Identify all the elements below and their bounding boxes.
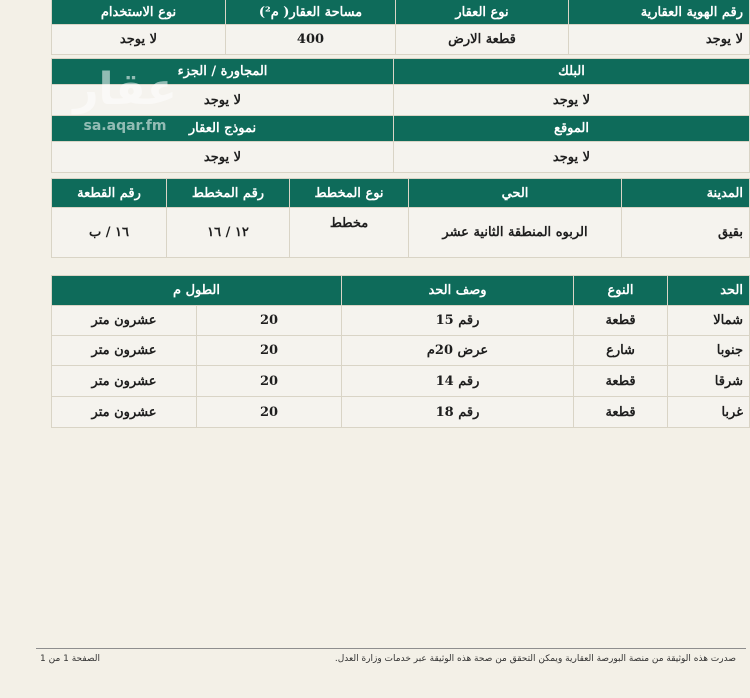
value-neighborhood-part: لا يوجد	[52, 85, 394, 116]
header-property-id: رقم الهوية العقارية	[569, 0, 750, 25]
boundary-side: شرقا	[668, 366, 750, 397]
property-info-table	[51, 0, 750, 55]
boundary-length: 20	[197, 366, 342, 397]
boundary-length-text: عشرون متر	[52, 366, 197, 397]
value-property-id: لا يوجد	[569, 25, 750, 55]
boundary-length: 20	[197, 306, 342, 336]
table-row	[52, 397, 750, 428]
header-property-model: نموذج العقار	[52, 116, 394, 142]
header-plan-type: نوع المخطط	[290, 179, 409, 208]
header-city: المدينة	[622, 179, 750, 208]
boundary-type: قطعة	[574, 306, 668, 336]
block-info-table	[51, 58, 750, 173]
boundary-type: قطعة	[574, 397, 668, 428]
header-usage-type: نوع الاستخدام	[52, 0, 226, 25]
header-length: الطول م	[52, 276, 342, 306]
value-district: الربوه المنطقة الثانية عشر	[409, 208, 622, 258]
header-location: الموقع	[394, 116, 750, 142]
table-row	[52, 366, 750, 397]
boundary-side: جنوبا	[668, 336, 750, 366]
boundary-length: 20	[197, 397, 342, 428]
value-plan-number: ١٢ / ١٦	[167, 208, 290, 258]
boundaries-table	[51, 275, 750, 428]
boundary-type: قطعة	[574, 366, 668, 397]
footer-note: صدرت هذه الوثيقة من منصة البورصة العقارية ويمكن التحقق من صحة هذه الوثيقة عبر خدمات وزارة العدل.	[334, 654, 736, 664]
header-block: البلك	[394, 59, 750, 85]
boundary-description: رقم 18	[342, 397, 574, 428]
header-plan-number: رقم المخطط	[167, 179, 290, 208]
value-location: لا يوجد	[394, 142, 750, 173]
boundary-description: رقم 14	[342, 366, 574, 397]
boundary-length-text: عشرون متر	[52, 306, 197, 336]
header-district: الحي	[409, 179, 622, 208]
watermark-url: sa.aqar.fm	[83, 118, 167, 134]
value-usage-type: لا يوجد	[52, 25, 226, 55]
header-property-type: نوع العقار	[396, 0, 569, 25]
table-row	[52, 306, 750, 336]
boundary-length-text: عشرون متر	[52, 336, 197, 366]
table-row	[52, 336, 750, 366]
header-boundary: الحد	[668, 276, 750, 306]
boundary-description: رقم 15	[342, 306, 574, 336]
boundary-length: 20	[197, 336, 342, 366]
value-city: بقيق	[622, 208, 750, 258]
header-property-area: مساحة العقار( م²)	[226, 0, 396, 25]
value-block: لا يوجد	[394, 85, 750, 116]
footer-divider	[36, 648, 746, 649]
header-neighborhood-part: المجاورة / الجزء	[52, 59, 394, 85]
value-property-type: قطعة الارض	[396, 25, 569, 55]
value-property-model: لا يوجد	[52, 142, 394, 173]
boundary-side: غربا	[668, 397, 750, 428]
value-property-area: 400	[226, 25, 396, 55]
footer-page-number: الصفحة 1 من 1	[40, 654, 100, 664]
header-boundary-type: النوع	[574, 276, 668, 306]
boundary-type: شارع	[574, 336, 668, 366]
value-plot-number: ١٦ / ب	[52, 208, 167, 258]
watermark-logo: عقار	[73, 64, 177, 115]
header-plot-number: رقم القطعة	[52, 179, 167, 208]
header-boundary-description: وصف الحد	[342, 276, 574, 306]
location-info-table	[51, 178, 750, 258]
value-plan-type: مخطط	[290, 208, 409, 258]
boundary-description: عرض 20م	[342, 336, 574, 366]
boundary-length-text: عشرون متر	[52, 397, 197, 428]
boundary-side: شمالا	[668, 306, 750, 336]
